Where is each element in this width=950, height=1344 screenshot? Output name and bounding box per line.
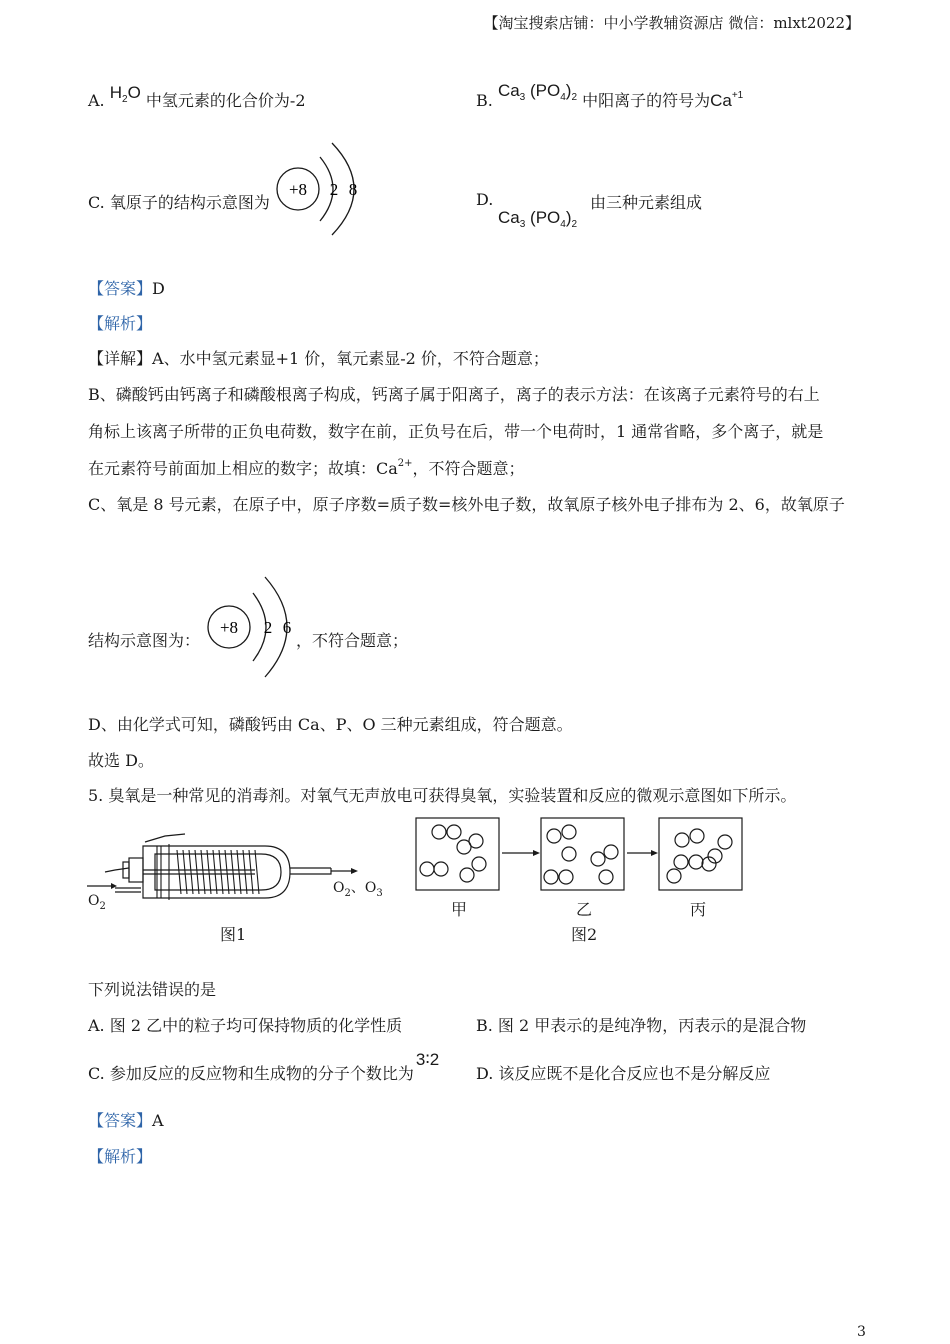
arrowhead-yi-bing: [651, 850, 658, 856]
nucleus-label: +8: [288, 180, 308, 199]
clamp-rings: [157, 844, 169, 900]
option-b-text: 中阳离子的符号为: [582, 91, 711, 110]
yi-particles: [544, 825, 618, 884]
option-c-label: C. 氧原子的结构示意图为: [88, 193, 270, 212]
q4-detail-b-line1: B、磷酸钙由钙离子和磷酸根离子构成，钙离子属于阳离子，离子的表示方法：在该离子元素符号的右上: [88, 385, 820, 404]
inner-tube: [155, 854, 281, 890]
option-d-label: D.: [476, 190, 494, 209]
outlet-arrowhead: [351, 868, 358, 874]
answer-value: A: [152, 1111, 164, 1130]
arrowhead-jia-yi: [533, 850, 540, 856]
option-a-label: A.: [88, 91, 105, 110]
q5-answer: [88, 1108, 164, 1131]
detail-a-text: A、水中氢元素显+1 价，氧元素显-2 价，不符合题意；: [152, 349, 549, 368]
q4-detail-a: [88, 346, 549, 369]
upper-wire: [145, 834, 185, 842]
option-d-formula: $Ca_3$ $(PO_4)_2$: [498, 208, 578, 230]
q5-option-c: C. 参加反应的反应物和生成物的分子个数比为3∶2: [88, 1050, 440, 1083]
fig1-caption: 图1: [220, 925, 247, 944]
option-b: [476, 81, 744, 113]
coil-windings: [177, 850, 259, 894]
box-bing: [659, 818, 742, 890]
label-yi: 乙: [576, 900, 593, 919]
option-b-ion: $Ca^{+1}$: [710, 90, 744, 110]
shell-2-electrons: 6: [282, 618, 292, 637]
option-a-text: 中氢元素的化合价为-2: [145, 91, 306, 110]
jia-particles: [420, 825, 486, 882]
page-number: 3: [857, 1324, 866, 1340]
shell-2-electrons: 8: [348, 180, 358, 199]
label-jia: 甲: [451, 900, 468, 919]
q5-option-a: A. 图 2 乙中的粒子均可保持物质的化学性质: [88, 1016, 403, 1035]
option-b-formula: $Ca_3$ $(PO_4)_2$: [497, 81, 577, 103]
oxygen-atom-diagram-wrong: [272, 137, 362, 247]
q5-option-d: D. 该反应既不是化合反应也不是分解反应: [476, 1064, 771, 1083]
q4-detail-b-line2: 角标上该离子所带的正负电荷数，数字在前，正负号在后，带一个电荷时，1 通常省略，多个离子，就是: [88, 422, 824, 441]
q5-option-b: B. 图 2 甲表示的是纯净物，丙表示的是混合物: [476, 1016, 807, 1035]
shell-1-electrons: 2: [329, 180, 339, 199]
q4-detail-d: D、由化学式可知，磷酸钙由 Ca、P、O 三种元素组成，符合题意。: [88, 715, 573, 734]
stopper-cap: [123, 862, 129, 878]
fig1-inlet-label: $O_2$: [88, 893, 106, 912]
figure-2-particle-boxes: [412, 814, 752, 894]
answer-tag: 【答案】: [88, 279, 153, 298]
oxygen-atom-diagram-correct: [205, 573, 300, 685]
detail-tag: 【详解】: [88, 349, 153, 368]
q5-analysis-tag: 【解析】: [88, 1147, 153, 1166]
box-jia: [416, 818, 499, 890]
q4-answer: [88, 276, 165, 299]
option-d-text: 由三种元素组成: [590, 193, 703, 212]
option-a-formula: $H_2O$: [109, 83, 141, 105]
stopper: [129, 858, 143, 882]
fig2-caption: 图2: [571, 925, 598, 944]
header-shop-info: 【淘宝搜索店铺：中小学教辅资源店 微信：mlxt2022】: [483, 14, 860, 32]
outlet-pipe: [290, 868, 331, 874]
q4-conclusion: 故选 D。: [88, 751, 154, 770]
q4-detail-b-line3: 在元素符号前面加上相应的数字；故填：$Ca^{2+}$，不符合题意；: [88, 458, 525, 478]
q4-detail-c-line2-pre: 结构示意图为：: [88, 631, 201, 650]
answer-tag: 【答案】: [88, 1111, 153, 1130]
label-bing: 丙: [690, 900, 707, 919]
q5-question: 下列说法错误的是: [88, 980, 217, 999]
nucleus-label: +8: [219, 618, 239, 637]
q4-detail-c-line2-post: ，不符合题意；: [296, 631, 409, 650]
fig1-outlet-label: $O_2$、$O_3$: [333, 880, 383, 899]
q4-analysis-tag: 【解析】: [88, 314, 153, 333]
ratio-value: 3∶2: [415, 1050, 440, 1069]
lower-wire: [105, 868, 129, 872]
inlet-pipe: [115, 888, 141, 892]
shell-1-electrons: 2: [263, 618, 273, 637]
bing-particles: [667, 829, 732, 883]
option-a: [88, 83, 306, 113]
q5-stem: 5. 臭氧是一种常见的消毒剂。对氧气无声放电可获得臭氧，实验装置和反应的微观示意图如下所示。: [88, 786, 797, 805]
option-b-label: B.: [476, 91, 493, 110]
electrode-rod: [143, 870, 255, 874]
q4-detail-c-line1: C、氧是 8 号元素，在原子中，原子序数=质子数=核外电子数，故氧原子核外电子排布为 2、6，故氧原子: [88, 495, 845, 514]
answer-value: D: [152, 279, 165, 298]
